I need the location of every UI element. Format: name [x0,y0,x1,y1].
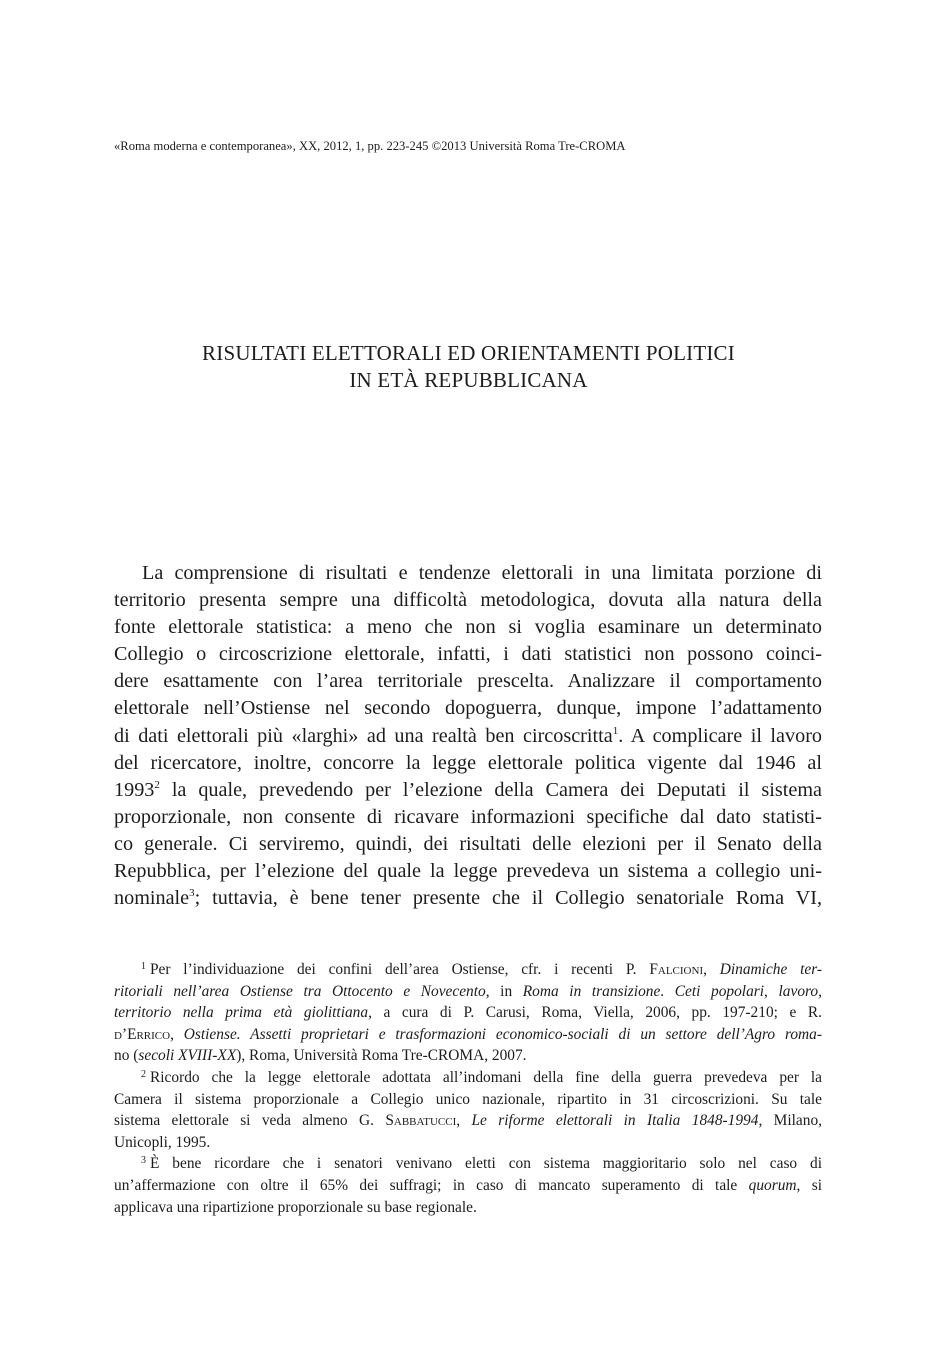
footnote-line: Camera il sistema proporzionale a Collegio unico nazionale, ripartito in 31 circoscrizioni. Su tale [114,1090,822,1108]
article-title [114,340,823,394]
footnote-line: un’affermazione con oltre il 65% dei suffragi; in caso di mancato superamento di tale quorum, si [114,1176,822,1194]
author-name: Sabbatucci [385,1112,457,1130]
body-line: elettorale nell’Ostiense nel secondo dopoguerra, dunque, impone l’adattamento [114,697,822,720]
body-line: dere esattamente con l’area territoriale prescelta. Analizzare il comportamento [114,670,822,693]
body-line: nominale$^3$; tuttavia, è bene tener presente che il Collegio senatoriale Roma VI, [114,887,822,910]
body-line: La comprensione di risultati e tendenze elettorali in una limitata porzione di [142,562,822,584]
footnote-1: $^1$ Per l’individuazione dei confini dell’area Ostiense, cfr. i recenti P. Falcioni, Dinamiche ter- [141,961,823,978]
author-name: d’Errico [114,1025,171,1043]
footnote-ref-3[interactable]: 3 [189,887,195,900]
footnote-line: no (secoli XVIII-XX), Roma, Università Roma Tre-CROMA, 2007. [114,1047,527,1065]
body-line: fonte elettorale statistica: a meno che non si voglia esaminare un determinato [114,616,822,639]
footnote-line: applicava una ripartizione proporzionale su base regionale. [114,1198,477,1216]
body-line: proporzionale, non consente di ricavare informazioni specifiche dal dato statisti- [114,805,822,828]
footnotes [114,959,822,1218]
footnote-number: 2 [141,1068,146,1080]
body-paragraph [114,560,822,912]
title-line-1: RISULTATI ELETTORALI ED ORIENTAMENTI POLITICI [202,341,735,365]
footnote-line: sistema elettorale si veda almeno G. Sabbatucci, Le riforme elettorali in Italia 1848-1994, Milano, [114,1112,822,1130]
footnote-line: d’Errico, Ostiense. Assetti proprietari e trasformazioni economico-sociali di un settore dell’Agro roma- [114,1025,822,1043]
running-head: «Roma moderna e contemporanea», XX, 2012, 1, pp. 223-245 ©2013 Università Roma Tre-CROMA [114,139,626,153]
body-line: territorio presenta sempre una difficoltà metodologica, dovuta alla natura della [114,589,822,612]
body-line: co generale. Ci serviremo, quindi, dei risultati delle elezioni per il Senato della [114,832,822,855]
footnote-line: ritoriali nell’area Ostiense tra Ottocento e Novecento, in Roma in transizione. Ceti popolari, lavoro, [114,982,822,1000]
footnote-line: Unicopli, 1995. [114,1133,211,1151]
footnote-2: $^2$ Ricordo che la legge elettorale adottata all’indomani della fine della guerra prevedeva per la [141,1068,822,1086]
body-line: di dati elettorali più «larghi» ad una realtà ben circoscritta$^1$. A complicare il lavoro [114,724,823,747]
body-line: Repubblica, per l’elezione del quale la legge prevedeva un sistema a collegio uni- [114,860,822,883]
body-line: 1993$^2$ la quale, prevedendo per l’elezione della Camera dei Deputati il sistema [114,778,822,801]
footnote-number: 3 [141,1155,146,1167]
body-line: del ricercatore, inoltre, concorre la legge elettorale politica vigente dal 1946 al [114,751,822,774]
title-line-2: IN ETÀ REPUBBLICANA [349,368,588,392]
author-name: Falcioni [649,961,704,978]
footnote-number: 1 [141,961,146,972]
body-line: Collegio o circoscrizione elettorale, infatti, i dati statistici non possono coinci- [114,643,822,666]
footnote-line: territorio nella prima età giolittiana, a cura di P. Carusi, Roma, Viella, 2006, pp. 197-210; e R. [114,1004,823,1022]
footnote-3: $^3$ È bene ricordare che i senatori venivano eletti con sistema maggioritario solo nel caso di [141,1155,822,1173]
footnote-ref-2[interactable]: 2 [154,778,160,791]
footnote-ref-1[interactable]: 1 [612,724,619,737]
